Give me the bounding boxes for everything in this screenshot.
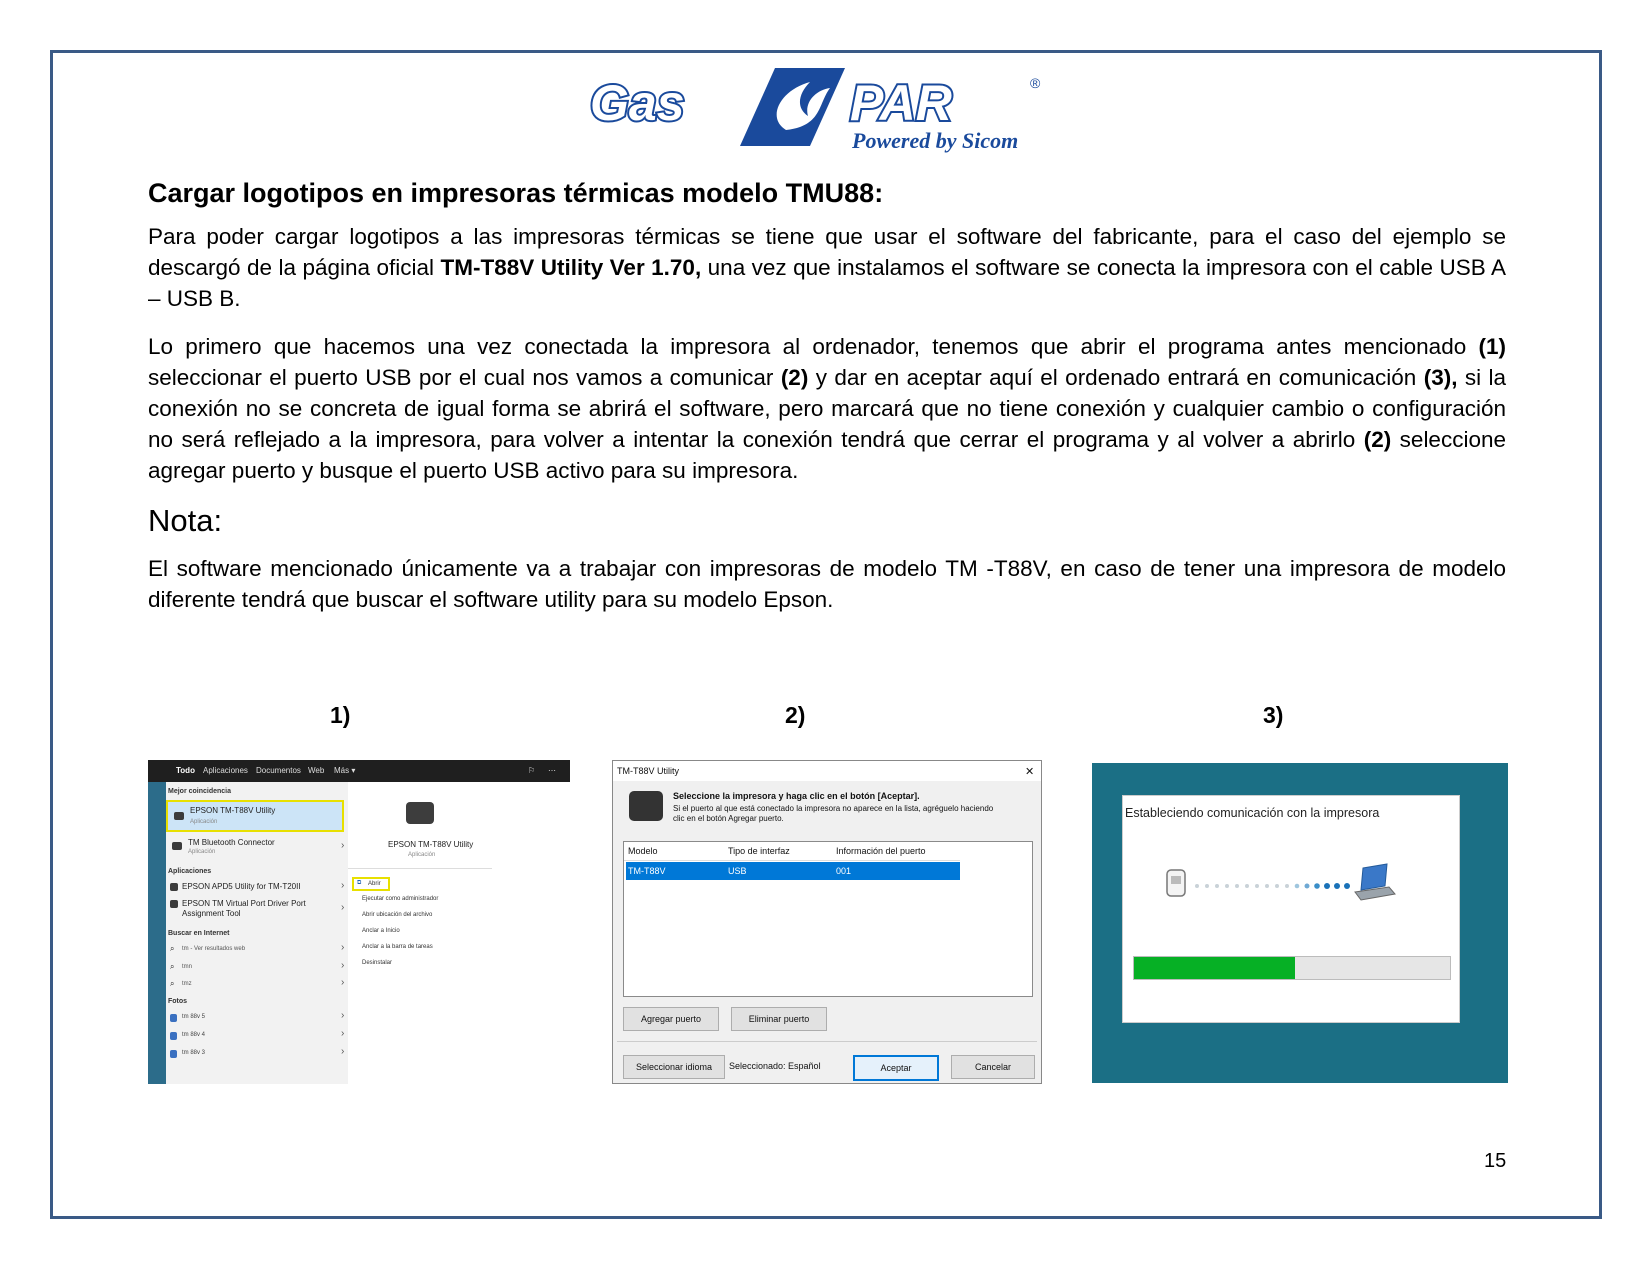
result-virtual-port[interactable]: EPSON TM Virtual Port Driver Port (182, 899, 306, 908)
step-ref: (2) (780, 365, 809, 390)
best-match-type: Aplicación (190, 819, 218, 825)
photo-icon (170, 1032, 177, 1040)
best-match-header: Mejor coincidencia (168, 788, 232, 795)
close-icon[interactable]: ✕ (1025, 766, 1035, 778)
connection-dots-icon (1195, 883, 1350, 889)
open-icon: ⧉ (357, 880, 362, 886)
logo-brand-left: Gas (590, 75, 685, 131)
tab-web[interactable]: Web (308, 766, 325, 775)
printer-large-icon (406, 802, 434, 824)
chevron-right-icon[interactable]: › (341, 840, 345, 851)
instruction-heading: Seleccione la impresora y haga clic en el botón [Aceptar]. (673, 791, 920, 801)
chevron-right-icon[interactable]: › (341, 960, 345, 971)
web-result-2[interactable]: tmn (182, 964, 193, 970)
chevron-right-icon[interactable]: › (341, 1028, 345, 1039)
apps-header: Aplicaciones (168, 868, 212, 875)
app-icon (170, 883, 178, 891)
column-model[interactable]: Modelo (628, 846, 658, 856)
table-row[interactable] (626, 862, 960, 880)
action-pin-start[interactable]: Anclar a Inicio (362, 928, 400, 934)
chevron-right-icon[interactable]: › (341, 1046, 345, 1057)
text-run: y dar en aceptar aquí el ordenado entrará en comunicación (808, 365, 1424, 390)
column-interface[interactable]: Tipo de interfaz (728, 846, 790, 856)
feedback-icon[interactable]: ⚐ (528, 766, 536, 775)
select-language-button[interactable]: Seleccionar idioma (623, 1055, 725, 1079)
bluetooth-app-icon (172, 842, 182, 850)
page-number: 15 (1484, 1150, 1507, 1172)
screenshot-connecting (1092, 763, 1508, 1083)
result-bluetooth-type: Aplicación (188, 849, 216, 855)
photo-icon (170, 1050, 177, 1058)
column-port[interactable]: Información del puerto (836, 846, 926, 856)
logo-brand-right: PAR (850, 75, 952, 131)
photo-icon (170, 1014, 177, 1022)
detail-type: Aplicación (408, 852, 436, 858)
photo-result-3[interactable]: tm 88v 3 (182, 1050, 206, 1056)
result-apd5[interactable]: EPSON APD5 Utility for TM-T20II (182, 882, 301, 891)
photos-header: Fotos (168, 998, 188, 1005)
search-icon: ⌕ (170, 944, 175, 953)
search-icon: ⌕ (170, 979, 175, 988)
connecting-message: Estableciendo comunicación con la impresora (1125, 806, 1380, 820)
chevron-right-icon[interactable]: › (341, 880, 345, 891)
result-virtual-port-line2: Assignment Tool (182, 909, 241, 918)
figure-label-1: 1) (330, 702, 351, 728)
result-bluetooth-connector[interactable]: TM Bluetooth Connector (188, 838, 275, 847)
step-ref: (2) (1363, 427, 1392, 452)
action-run-as-admin[interactable]: Ejecutar como administrador (362, 896, 439, 902)
progress-fill (1134, 957, 1295, 979)
web-result-1[interactable]: tm - Ver resultados web (182, 946, 246, 952)
text-run: una vez que instalamos el software se conecta la impresora con el cable USB A – USB B. (148, 255, 1506, 311)
instruction-line-2: clic en el botón Agregar puerto. (673, 814, 784, 823)
desktop-strip (148, 782, 166, 1084)
step-ref: (1) (1478, 334, 1506, 359)
window-title: TM-T88V Utility (617, 766, 680, 776)
detail-title: EPSON TM-T88V Utility (388, 840, 474, 849)
instruction-line-1: Si el puerto al que está conectado la impresora no aparece en la lista, agréguelo haciendo (673, 804, 994, 813)
logo-tagline: Powered by Sicom (852, 128, 1019, 153)
divider (617, 1041, 1037, 1042)
connection-animation (1163, 862, 1413, 912)
printer-list[interactable] (623, 841, 1033, 997)
laptop-icon (1355, 864, 1395, 900)
selected-language: Seleccionado: Español (729, 1061, 821, 1071)
remove-port-button[interactable]: Eliminar puerto (731, 1007, 827, 1031)
chevron-right-icon[interactable]: › (341, 1010, 345, 1021)
list-header (624, 842, 960, 861)
app-icon (170, 900, 178, 908)
accept-button[interactable]: Aceptar (853, 1055, 939, 1081)
tab-apps[interactable]: Aplicaciones (203, 766, 248, 775)
add-port-button[interactable]: Agregar puerto (623, 1007, 719, 1031)
row-port: 001 (836, 866, 852, 876)
text-run: Lo primero que hacemos una vez conectada la impresora al ordenador, tenemos que abrir el programa antes mencionado (148, 334, 1479, 359)
chevron-right-icon[interactable]: › (341, 902, 345, 913)
chevron-right-icon[interactable]: › (341, 942, 345, 953)
screenshot-utility-dialog (612, 760, 1042, 1084)
tab-documents[interactable]: Documentos (256, 766, 301, 775)
chevron-right-icon[interactable]: › (341, 977, 345, 988)
more-options-icon[interactable]: ⋯ (548, 766, 556, 775)
registered-mark: ® (1030, 75, 1041, 91)
paragraph-intro (148, 221, 1506, 314)
action-open-location[interactable]: Abrir ubicación del archivo (362, 912, 433, 918)
action-uninstall[interactable]: Desinstalar (362, 960, 393, 966)
figure-label-3: 3) (1263, 702, 1284, 728)
open-action[interactable] (352, 877, 390, 891)
search-icon: ⌕ (170, 962, 175, 971)
note-heading: Nota: (148, 503, 223, 538)
note-text: El software mencionado únicamente va a trabajar con impresoras de modelo TM -T88V, en caso de tener una impresora de modelo diferente tendrá que buscar el software utility para su modelo Epson. (148, 556, 1506, 612)
screenshot-windows-search (148, 760, 570, 1084)
row-model: TM-T88V (628, 866, 666, 876)
action-open: Abrir (368, 881, 381, 887)
section-title: Cargar logotipos en impresoras térmicas modelo TMU88: (148, 178, 884, 208)
printer-icon (1167, 870, 1185, 896)
search-tabs-bar (148, 760, 570, 782)
tab-more[interactable]: Más ▾ (334, 766, 356, 775)
web-result-3[interactable]: tmz (182, 981, 192, 987)
row-interface: USB (728, 866, 747, 876)
app-detail-panel (348, 782, 492, 1084)
text-run: si la conexión no se concreta de igual forma se abrirá el software, pero marcará que no tiene conexión y cualquier cambio o configuración no será reflejado a la impresora, para volver a intentar la conexión tendrá que cerrar el programa y al volver a abrirlo (148, 365, 1506, 452)
best-match-name: EPSON TM-T88V Utility (190, 806, 276, 815)
software-name: TM-T88V Utility Ver 1.70, (440, 255, 702, 280)
tab-all[interactable]: Todo (176, 766, 195, 775)
step-ref: (3), (1423, 365, 1458, 390)
text-run: seleccione agregar puerto y busque el puerto USB activo para su impresora. (148, 427, 1506, 483)
flame-icon (740, 68, 845, 146)
figure-label-2: 2) (785, 702, 806, 728)
text-run: Para poder cargar logotipos a las impresoras térmicas se tiene que usar el software del fabricante, para el caso del ejemplo se descargó de la página oficial (148, 224, 1506, 280)
web-header: Buscar en Internet (168, 930, 230, 937)
title-bar (613, 761, 1041, 781)
printer-icon (174, 812, 184, 820)
connecting-dialog (1122, 795, 1460, 1023)
search-results-pane (166, 782, 492, 1084)
paragraph-steps (148, 331, 1506, 486)
best-match-item[interactable] (166, 800, 344, 832)
photo-result-2[interactable]: tm 88v 4 (182, 1032, 206, 1038)
text-run: seleccionar el puerto USB por el cual nos vamos a comunicar (148, 365, 781, 390)
action-pin-taskbar[interactable]: Anclar a la barra de tareas (362, 944, 433, 950)
progress-bar (1133, 956, 1451, 980)
detail-panel-extension (492, 782, 570, 1084)
cancel-button[interactable]: Cancelar (951, 1055, 1035, 1079)
photo-result-1[interactable]: tm 88v 5 (182, 1014, 206, 1020)
divider (348, 868, 492, 869)
document-body (148, 178, 1506, 632)
gaspar-logo (590, 60, 1070, 155)
printer-icon (629, 791, 663, 821)
